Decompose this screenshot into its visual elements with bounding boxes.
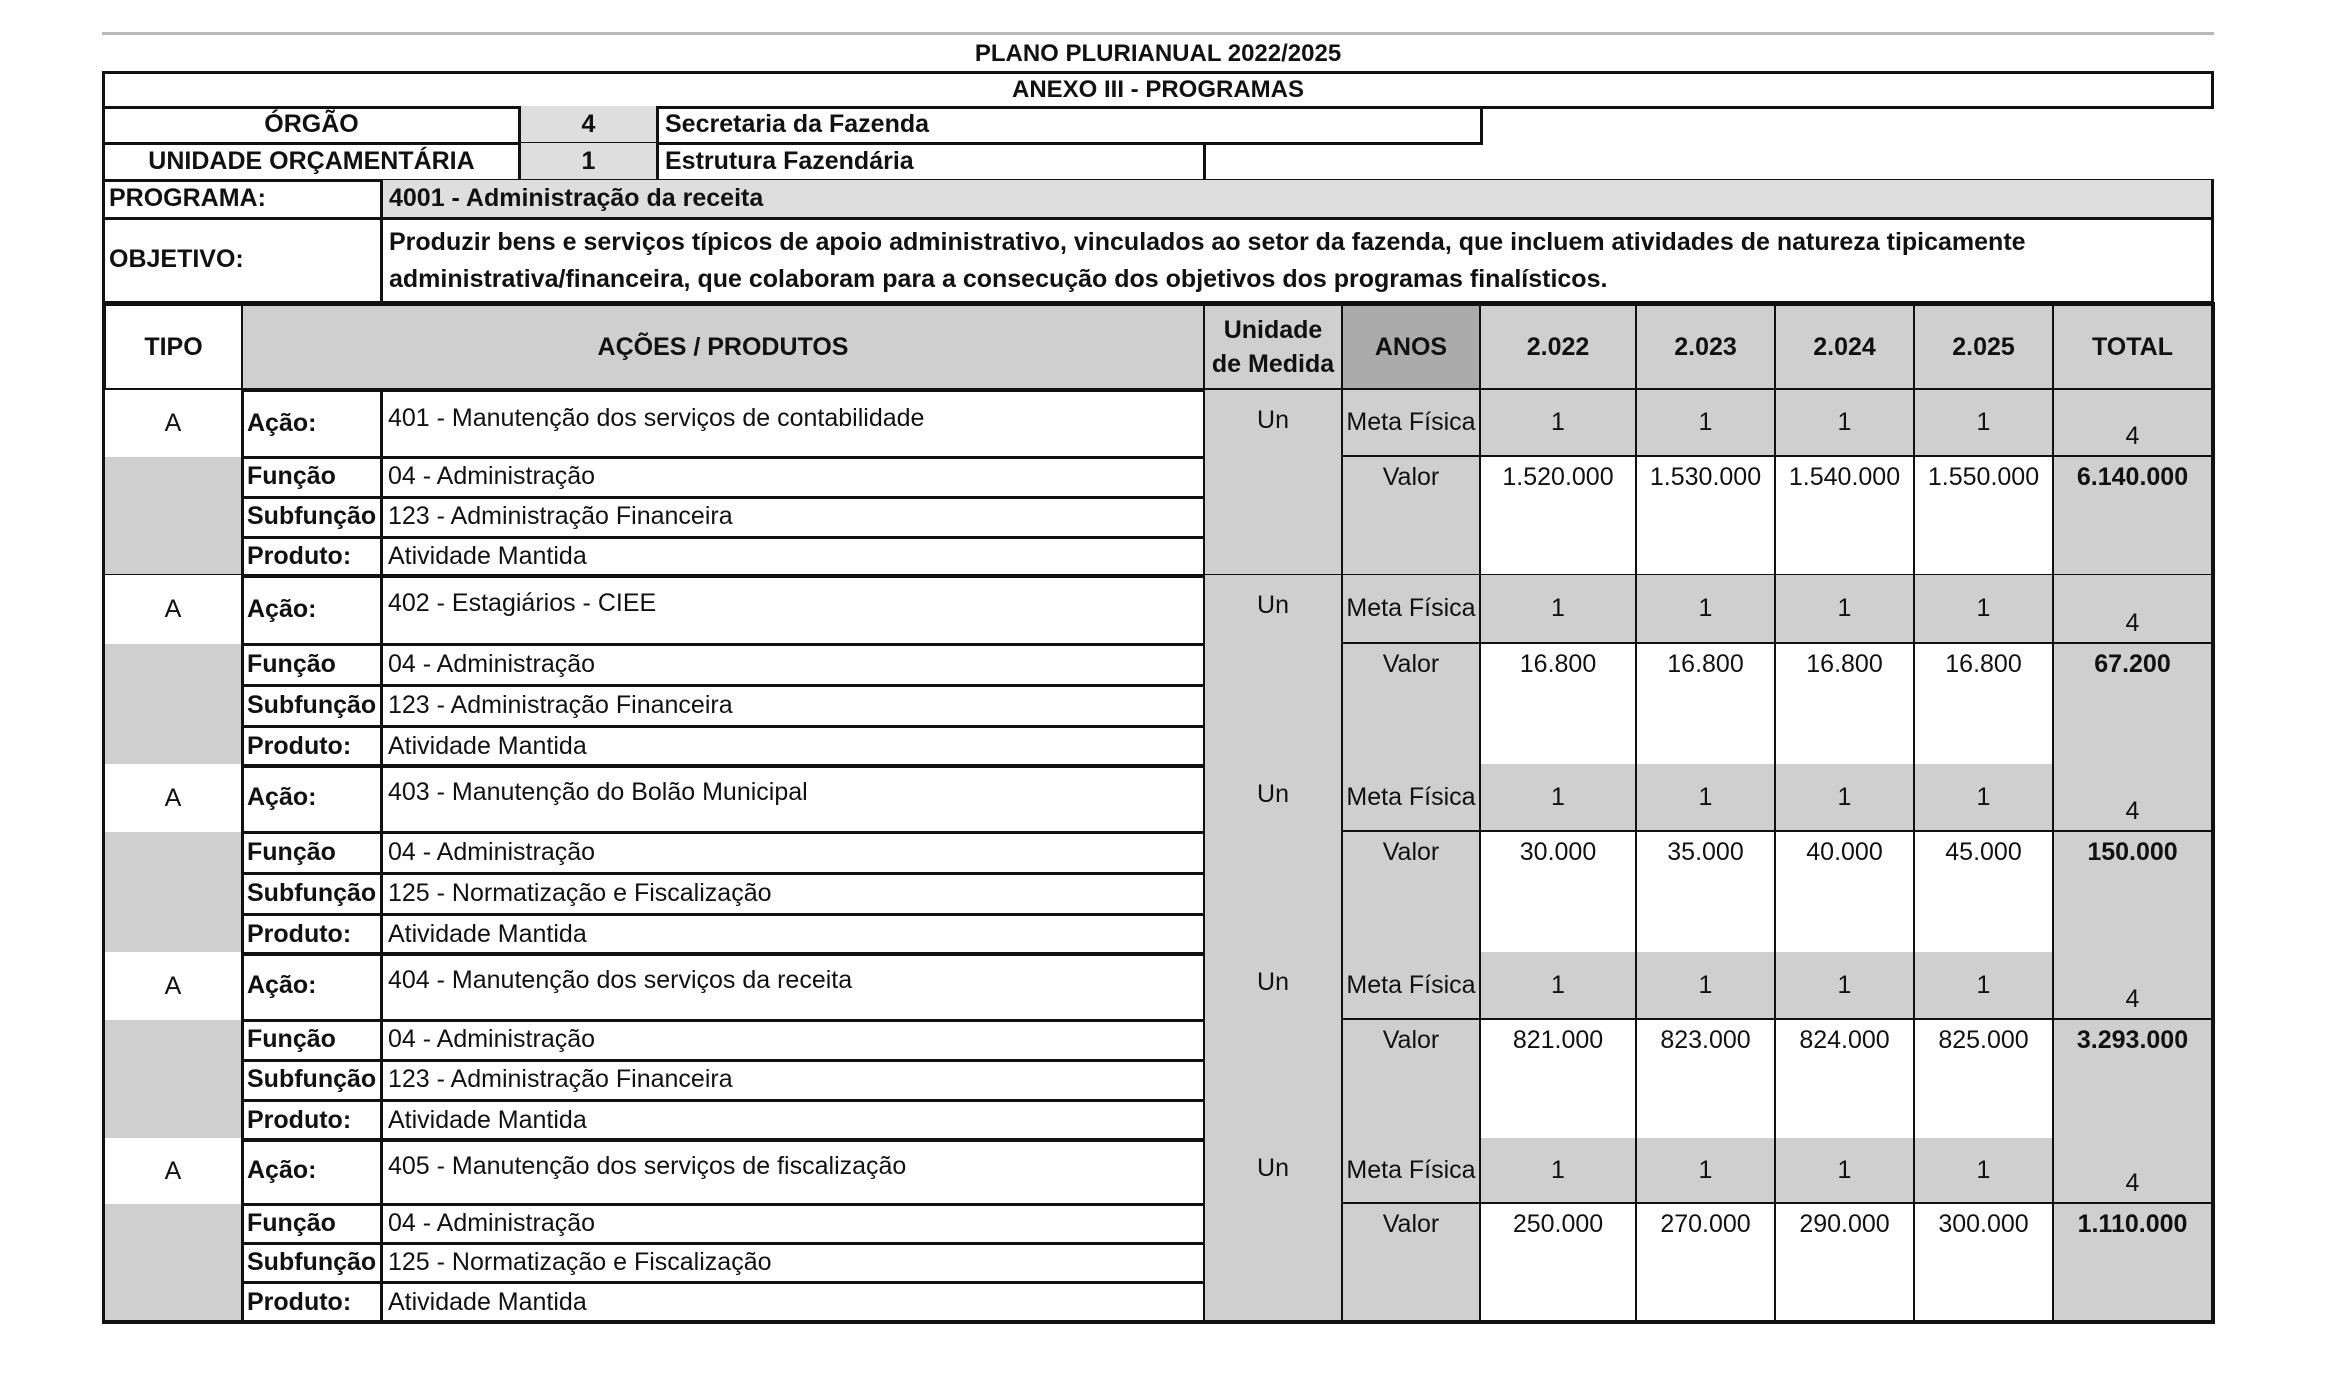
unidade-medida-cell [1205, 390, 1344, 576]
produto-text [382, 1282, 1206, 1322]
valor-2.025: 300.000 [1915, 1204, 2055, 1322]
funcao-value: 04 - Administração [388, 1025, 596, 1053]
label-acao-text: Ação: [247, 971, 317, 999]
meta-fisica-label-text: Meta Física [1346, 594, 1476, 622]
valor-total: 3.293.000 [2054, 1020, 2215, 1140]
valor-label [1343, 1020, 1482, 1140]
unidade-medida-cell [1205, 575, 1344, 766]
produto-value: Atividade Mantida [388, 1287, 587, 1316]
label-acao [243, 952, 383, 1022]
label-produto-text: Produto: [247, 919, 352, 948]
meta-fisica-total: 4 [2054, 575, 2215, 646]
subfuncao-value: 123 - Administração Financeira [388, 502, 733, 530]
valor-2.024: 290.000 [1776, 1204, 1916, 1322]
document-subtitle: ANEXO III - PROGRAMAS [102, 71, 2214, 109]
meta-fisica-2.022: 1 [1481, 575, 1638, 646]
valor-label [1343, 832, 1482, 954]
label-subfuncao [243, 685, 383, 728]
meta-fisica-2.022: 1 [1481, 1138, 1638, 1206]
valor-2.022: 16.800 [1481, 644, 1638, 766]
block-divider [102, 1320, 2215, 1324]
tipo-cell [102, 575, 244, 644]
meta-fisica-label [1343, 764, 1482, 834]
funcao-value: 04 - Administração [388, 649, 596, 678]
label-subfuncao [243, 1243, 383, 1284]
tipo-value: A [164, 595, 182, 623]
funcao-text [382, 644, 1206, 687]
label-subfuncao-text: Subfunção [247, 690, 377, 719]
objetivo-label: OBJETIVO: [102, 218, 383, 304]
valor-total: 6.140.000 [2054, 457, 2215, 576]
unidade-medida-value: Un [1257, 780, 1289, 808]
meta-fisica-2.025: 1 [1915, 575, 2055, 646]
funcao-value: 04 - Administração [388, 1208, 596, 1237]
label-subfuncao [243, 497, 383, 539]
label-funcao [243, 1204, 383, 1245]
objetivo-line-2: administrativa/financeira, que colaboram para a consecução dos objetivos dos programas finalísticos. [389, 265, 1608, 293]
subfuncao-text [382, 685, 1206, 728]
label-produto-text: Produto: [247, 1105, 352, 1134]
objetivo-text [383, 218, 2214, 304]
tipo-value: A [164, 1156, 182, 1185]
header-unidade-medida [1205, 302, 1344, 392]
meta-fisica-2.023: 1 [1637, 390, 1777, 459]
orgao-code: 4 [521, 106, 659, 145]
valor-2.022: 821.000 [1481, 1020, 1638, 1140]
acao-value: 401 - Manutenção dos serviços de contabilidade [388, 404, 925, 432]
funcao-text [382, 1204, 1206, 1245]
label-funcao-text: Função [247, 649, 336, 678]
meta-fisica-2.022: 1 [1481, 390, 1638, 459]
valor-2.022: 1.520.000 [1481, 457, 1638, 576]
valor-2.025: 1.550.000 [1915, 457, 2055, 576]
header-total: TOTAL [2054, 302, 2215, 392]
acao-value: 405 - Manutenção dos serviços de fiscalização [388, 1152, 907, 1180]
produto-value: Atividade Mantida [388, 919, 587, 948]
funcao-value: 04 - Administração [388, 462, 596, 490]
header-tipo: TIPO [102, 302, 244, 392]
label-subfuncao [243, 1060, 383, 1102]
label-subfuncao-text: Subfunção [247, 1247, 377, 1276]
label-produto-text: Produto: [247, 1287, 352, 1316]
produto-value: Atividade Mantida [388, 731, 587, 760]
produto-text [382, 726, 1206, 766]
meta-fisica-2.022: 1 [1481, 764, 1638, 834]
tipo-fill [102, 644, 244, 766]
meta-fisica-total: 4 [2054, 1138, 2215, 1206]
programa-value: 4001 - Administração da receita [383, 180, 2214, 220]
label-produto [243, 914, 383, 954]
valor-label-text: Valor [1382, 1210, 1440, 1238]
label-funcao [243, 457, 383, 499]
programa-label: PROGRAMA: [102, 180, 383, 220]
label-funcao-text: Função [247, 1025, 336, 1053]
header-year-2025: 2.025 [1915, 302, 2055, 392]
unidade-medida-cell [1205, 1138, 1344, 1322]
unidade-name: Estrutura Fazendária [659, 143, 1206, 182]
meta-fisica-2.024: 1 [1776, 1138, 1916, 1206]
meta-fisica-2.023: 1 [1637, 764, 1777, 834]
valor-2.024: 16.800 [1776, 644, 1916, 766]
valor-2.024: 40.000 [1776, 832, 1916, 954]
label-acao-text: Ação: [247, 408, 317, 437]
funcao-text [382, 832, 1206, 875]
valor-2.023: 1.530.000 [1637, 457, 1777, 576]
label-subfuncao-text: Subfunção [247, 1065, 377, 1093]
meta-fisica-2.025: 1 [1915, 1138, 2055, 1206]
tipo-fill [102, 1204, 244, 1322]
produto-value: Atividade Mantida [388, 542, 587, 570]
meta-fisica-label-text: Meta Física [1346, 408, 1476, 436]
meta-fisica-label [1343, 1138, 1482, 1206]
meta-fisica-2.024: 1 [1776, 764, 1916, 834]
meta-fisica-2.025: 1 [1915, 952, 2055, 1022]
acao-value: 402 - Estagiários - CIEE [388, 589, 657, 617]
acao-text [382, 764, 1206, 834]
unidade-medida-value: Un [1257, 591, 1289, 619]
subfuncao-text [382, 1060, 1206, 1102]
meta-fisica-label-text: Meta Física [1346, 782, 1476, 811]
label-acao-text: Ação: [247, 594, 317, 623]
label-acao-text: Ação: [247, 1156, 317, 1184]
orgao-name: Secretaria da Fazenda [659, 106, 1483, 145]
label-funcao [243, 1020, 383, 1062]
label-funcao [243, 644, 383, 687]
header-year-2022: 2.022 [1481, 302, 1638, 392]
subfuncao-text [382, 873, 1206, 916]
label-produto [243, 537, 383, 576]
header-unidade-line1: Unidade [1223, 316, 1323, 344]
unidade-medida-value: Un [1257, 968, 1289, 996]
tipo-cell [102, 390, 244, 457]
tipo-cell [102, 764, 244, 832]
tipo-fill [102, 1020, 244, 1140]
unidade-medida-cell [1205, 952, 1344, 1140]
acao-text [382, 575, 1206, 646]
valor-total: 150.000 [2054, 832, 2215, 954]
label-subfuncao-text: Subfunção [247, 878, 377, 907]
subfuncao-text [382, 497, 1206, 539]
valor-2.022: 30.000 [1481, 832, 1638, 954]
tipo-cell [102, 1138, 244, 1204]
valor-2.023: 35.000 [1637, 832, 1777, 954]
funcao-value: 04 - Administração [388, 837, 596, 866]
label-subfuncao [243, 873, 383, 916]
meta-fisica-total: 4 [2054, 390, 2215, 459]
meta-fisica-label [1343, 390, 1482, 459]
tipo-value: A [164, 409, 182, 437]
tipo-fill [102, 832, 244, 954]
unidade-medida-value: Un [1257, 406, 1289, 434]
unidade-filler [1206, 143, 2214, 182]
meta-fisica-2.023: 1 [1637, 952, 1777, 1022]
meta-fisica-label-text: Meta Física [1346, 1155, 1476, 1184]
unidade-code: 1 [521, 143, 659, 182]
label-produto [243, 1282, 383, 1322]
label-funcao-text: Função [247, 837, 336, 866]
meta-fisica-total: 4 [2054, 764, 2215, 834]
funcao-text [382, 1020, 1206, 1062]
meta-fisica-label-text: Meta Física [1346, 970, 1476, 999]
valor-2.024: 824.000 [1776, 1020, 1916, 1140]
header-year-2024: 2.024 [1776, 302, 1916, 392]
label-produto-text: Produto: [247, 731, 352, 760]
produto-value: Atividade Mantida [388, 1105, 587, 1134]
objetivo-line-1: Produzir bens e serviços típicos de apoio administrativo, vinculados ao setor da fazenda, que incluem atividades de natureza tipicamente [389, 228, 2026, 256]
acao-value: 404 - Manutenção dos serviços da receita [388, 966, 853, 994]
acao-text [382, 1138, 1206, 1206]
unidade-label: UNIDADE ORÇAMENTÁRIA [102, 143, 521, 182]
valor-total: 67.200 [2054, 644, 2215, 766]
meta-fisica-2.024: 1 [1776, 390, 1916, 459]
valor-2.025: 825.000 [1915, 1020, 2055, 1140]
acao-value: 403 - Manutenção do Bolão Municipal [388, 778, 808, 806]
subfuncao-value: 125 - Normatização e Fiscalização [388, 1247, 772, 1276]
label-acao [243, 390, 383, 459]
unidade-medida-cell [1205, 764, 1344, 954]
document-title: PLANO PLURIANUAL 2022/2025 [974, 40, 1342, 67]
valor-2.025: 45.000 [1915, 832, 2055, 954]
produto-text [382, 537, 1206, 576]
valor-label-text: Valor [1382, 1026, 1440, 1054]
meta-fisica-2.024: 1 [1776, 952, 1916, 1022]
label-funcao-text: Função [247, 1208, 336, 1237]
header-unidade-line2: de Medida [1211, 350, 1335, 378]
subfuncao-value: 123 - Administração Financeira [388, 1065, 733, 1093]
valor-label-text: Valor [1382, 650, 1440, 678]
produto-text [382, 914, 1206, 954]
subfuncao-text [382, 1243, 1206, 1284]
label-acao-text: Ação: [247, 783, 317, 811]
label-acao [243, 1138, 383, 1206]
label-produto-text: Produto: [247, 542, 352, 570]
valor-total: 1.110.000 [2054, 1204, 2215, 1322]
acao-text [382, 390, 1206, 459]
subfuncao-value: 125 - Normatização e Fiscalização [388, 878, 772, 907]
header-year-2023: 2.023 [1637, 302, 1777, 392]
meta-fisica-2.024: 1 [1776, 575, 1916, 646]
meta-fisica-label [1343, 952, 1482, 1022]
funcao-text [382, 457, 1206, 499]
meta-fisica-label [1343, 575, 1482, 646]
label-acao [243, 575, 383, 646]
tipo-value: A [164, 971, 182, 1000]
label-produto [243, 1100, 383, 1140]
valor-2.022: 250.000 [1481, 1204, 1638, 1322]
tipo-cell [102, 952, 244, 1020]
label-subfuncao-text: Subfunção [247, 502, 377, 530]
label-acao [243, 764, 383, 834]
meta-fisica-2.025: 1 [1915, 764, 2055, 834]
meta-fisica-total: 4 [2054, 952, 2215, 1022]
tipo-fill [102, 457, 244, 576]
meta-fisica-2.025: 1 [1915, 390, 2055, 459]
unidade-medida-value: Un [1257, 1154, 1289, 1182]
header-acoes: AÇÕES / PRODUTOS [243, 302, 1206, 392]
label-funcao-text: Função [247, 462, 336, 490]
header-anos: ANOS [1343, 302, 1482, 392]
valor-2.024: 1.540.000 [1776, 457, 1916, 576]
valor-label [1343, 644, 1482, 766]
tipo-value: A [164, 783, 182, 812]
valor-label-text: Valor [1382, 838, 1440, 866]
subfuncao-value: 123 - Administração Financeira [388, 690, 733, 719]
valor-2.023: 823.000 [1637, 1020, 1777, 1140]
valor-label-text: Valor [1382, 463, 1440, 491]
acao-text [382, 952, 1206, 1022]
valor-2.023: 270.000 [1637, 1204, 1777, 1322]
meta-fisica-2.023: 1 [1637, 1138, 1777, 1206]
label-funcao [243, 832, 383, 875]
meta-fisica-2.022: 1 [1481, 952, 1638, 1022]
valor-2.025: 16.800 [1915, 644, 2055, 766]
label-produto [243, 726, 383, 766]
produto-text [382, 1100, 1206, 1140]
valor-2.023: 16.800 [1637, 644, 1777, 766]
orgao-label: ÓRGÃO [102, 106, 521, 145]
meta-fisica-2.023: 1 [1637, 575, 1777, 646]
valor-label [1343, 1204, 1482, 1322]
valor-label [1343, 457, 1482, 576]
